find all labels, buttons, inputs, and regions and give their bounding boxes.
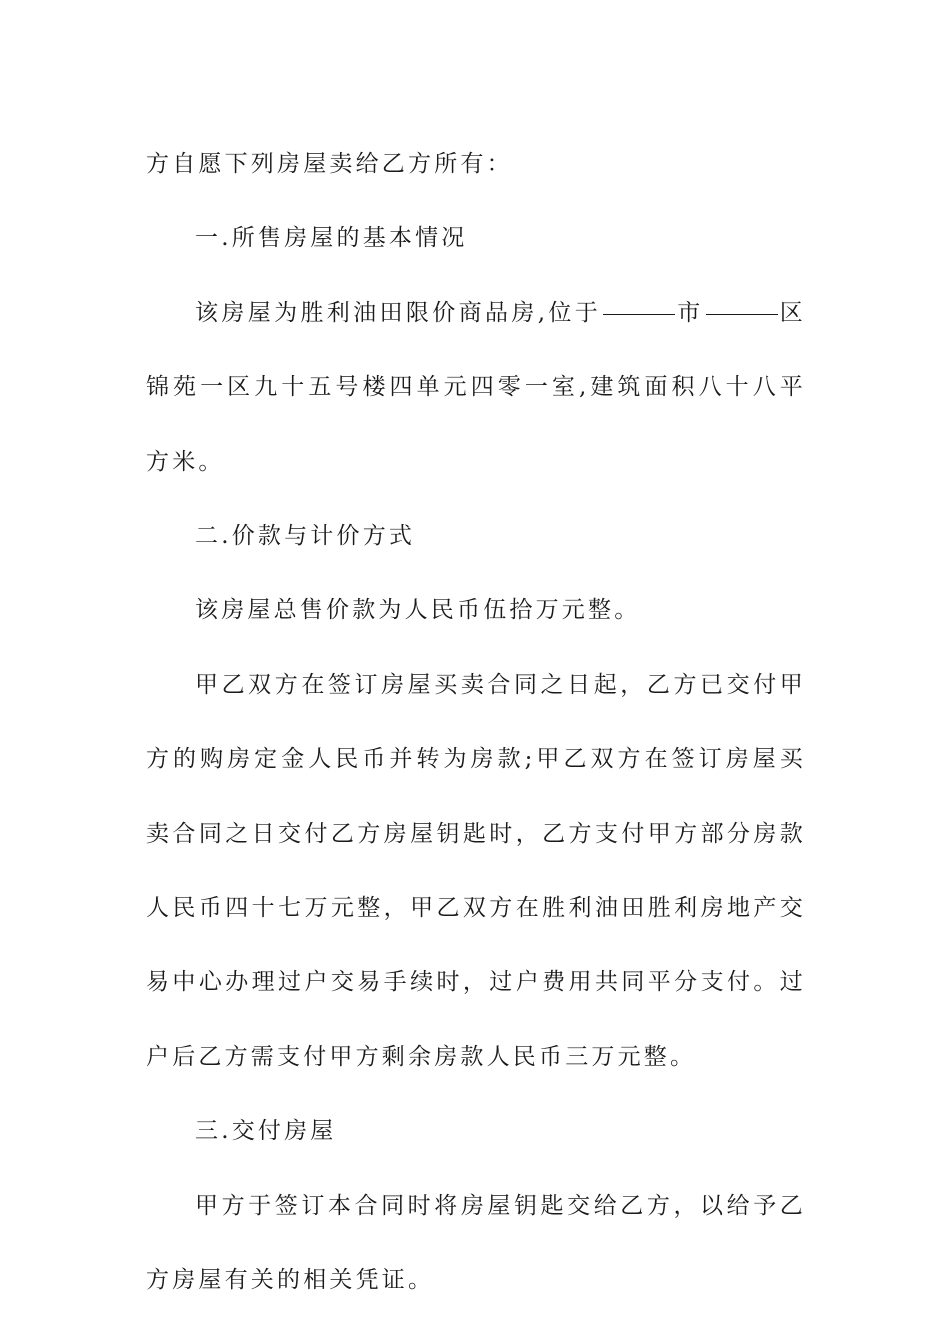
paragraph-total-price: 该房屋总售价款为人民币伍拾万元整。 [195,597,641,624]
paragraph-intro: 方自愿下列房屋卖给乙方所有： [146,151,513,177]
section-heading-1: 一.所售房屋的基本情况 [195,225,468,252]
property-address-text: 区锦苑一区九十五号楼四单元四零一室,建筑面积八十八平方米。 [146,299,807,475]
city-label: 市 [677,299,704,326]
section-heading-2: 二.价款与计价方式 [195,523,416,550]
paragraph-property-info [146,276,806,499]
property-location-text: 该房屋为胜利油田限价商品房,位于 [195,299,602,326]
paragraph-delivery: 甲方于签订本合同时将房屋钥匙交给乙方，以给予乙方房屋有关的相关凭证。 [146,1192,806,1294]
city-blank [603,313,675,315]
district-blank [706,313,778,315]
document-body [146,127,806,1318]
paragraph-payment-terms: 甲乙双方在签订房屋买卖合同之日起，乙方已交付甲方的购房定金人民币并转为房款;甲乙双方在签订房屋买卖合同之日交付乙方房屋钥匙时，乙方支付甲方部分房款人民币四十七万元整，甲乙双方在胜利油田胜利房地产交易中心办理过户交易手续时，过户费用共同平分支付。过户后乙方需支付甲方剩余房款人民币三万元整。 [146,671,806,1070]
section-heading-3: 三.交付房屋 [195,1118,337,1145]
